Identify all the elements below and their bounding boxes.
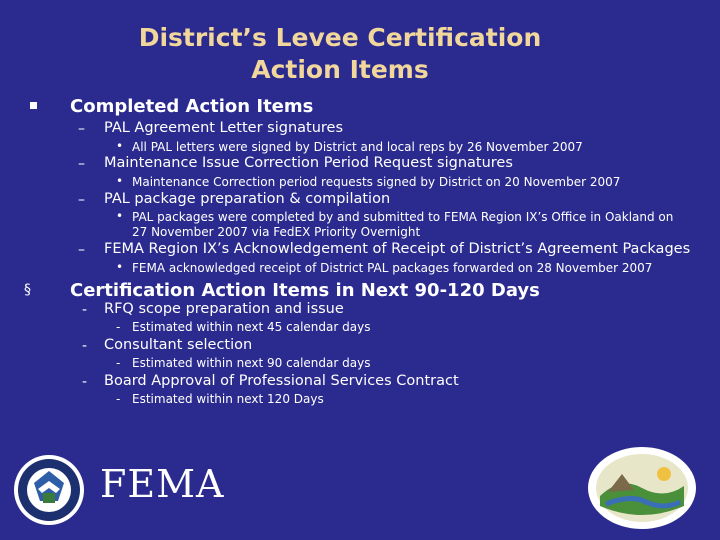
dhs-seal-logo [12, 453, 86, 527]
section-bullet-square [30, 102, 37, 109]
dot-bullet: • [116, 209, 124, 223]
dot-bullet: • [116, 174, 124, 188]
dash-bullet: - [82, 302, 88, 318]
fema-wordmark: FEMA [100, 462, 225, 506]
dash-bullet: - [116, 320, 121, 334]
subitem-pal-packages-submitted: PAL packages were completed by and submitted to FEMA Region IX’s Office in Oakland on 27 November 2007 via FedEX Priority Overnight [132, 210, 674, 239]
dot-bullet: • [116, 260, 124, 274]
subitem-45-days: Estimated within next 45 calendar days [132, 320, 371, 334]
subitem-120-days: Estimated within next 120 Days [132, 392, 324, 406]
dash-bullet: – [78, 156, 85, 172]
dash-bullet: - [82, 338, 88, 354]
dot-bullet: • [116, 139, 124, 153]
item-pal-agreement: PAL Agreement Letter signatures [104, 120, 344, 136]
item-fema-acknowledgement: FEMA Region IX’s Acknowledgement of Receipt of District’s Agreement Packages [104, 241, 691, 257]
dash-bullet: – [78, 192, 85, 208]
item-maintenance-issue: Maintenance Issue Correction Period Request signatures [104, 155, 513, 171]
item-pal-package: PAL package preparation & compilation [104, 191, 391, 207]
dash-bullet: - [116, 356, 121, 370]
slide-title [0, 22, 680, 86]
subitem-pal-letters: All PAL letters were signed by District and local reps by 26 November 2007 [132, 140, 583, 154]
section-heading-certification: Certification Action Items in Next 90-120 Days [70, 280, 540, 301]
dash-bullet: – [78, 121, 85, 137]
section-bullet-section-sign: § [24, 282, 31, 298]
dash-bullet: – [78, 242, 85, 258]
title-line-1: District’s Levee Certification [138, 23, 542, 52]
subitem-maintenance-period: Maintenance Correction period requests signed by District on 20 November 2007 [132, 175, 621, 189]
title-line-2: Action Items [251, 55, 429, 84]
item-board-approval: Board Approval of Professional Services Contract [104, 373, 459, 389]
subitem-fema-receipt: FEMA acknowledged receipt of District PAL packages forwarded on 28 November 2007 [132, 261, 653, 275]
item-consultant-selection: Consultant selection [104, 337, 253, 353]
dash-bullet: - [82, 374, 88, 390]
watershed-protection-district-logo [586, 446, 698, 530]
subitem-90-days: Estimated within next 90 calendar days [132, 356, 371, 370]
dash-bullet: - [116, 392, 121, 406]
section-heading-completed: Completed Action Items [70, 96, 314, 117]
item-rfq-scope: RFQ scope preparation and issue [104, 301, 344, 317]
